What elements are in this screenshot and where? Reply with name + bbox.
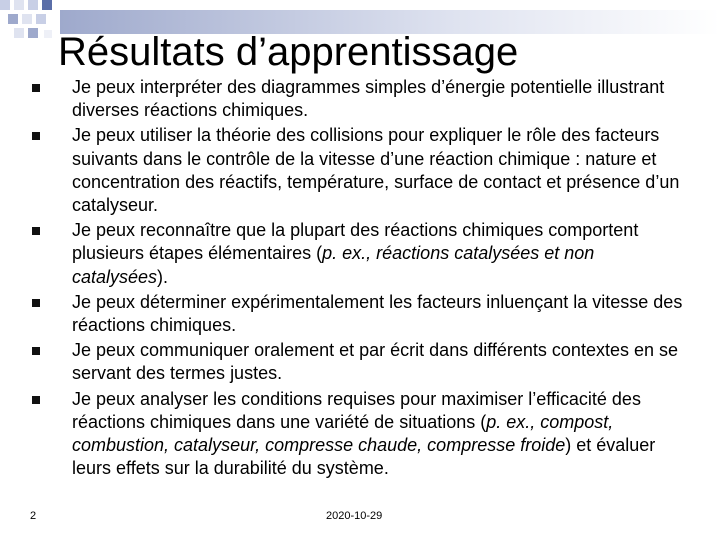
square-bullet-icon <box>32 132 40 140</box>
bullet-text: Je peux analyser les conditions requises pour maximiser l’efficacité des réactions chimiques dans une variété de situations ( <box>72 388 641 432</box>
bullet-text: Je peux reconnaître que la plupart des réactions chimiques comportent plusieurs étapes élémentaires ( <box>72 220 639 264</box>
deco-square <box>42 0 52 10</box>
deco-square <box>44 30 52 38</box>
deco-square <box>22 14 32 24</box>
square-bullet-icon <box>32 227 40 235</box>
deco-square <box>28 28 38 38</box>
square-bullet-icon <box>32 84 40 92</box>
bullet-item <box>24 124 684 217</box>
square-bullet-icon <box>32 347 40 355</box>
bullet-italic-text: p. ex., compost, combustion, catalyseur, compresse chaude, compresse froide <box>72 411 614 456</box>
deco-square <box>28 0 38 10</box>
bullet-italic-text: p. ex., réactions catalysées et non catalysées <box>72 243 595 287</box>
bullet-item <box>24 219 684 289</box>
square-bullet-icon <box>32 396 40 404</box>
deco-square <box>0 0 10 10</box>
deco-square <box>36 14 46 24</box>
bullet-item <box>24 388 684 481</box>
bullet-text: Je peux utiliser la théorie des collisions pour expliquer le rôle des facteurs suivants dans le contrôle de la vitesse d’une réaction chimique : nature et concentration des réactifs, température, surface de contact et présence d’un catalyseur. <box>72 125 680 216</box>
bullet-text: ) et évaluer leurs effets sur la durabilité du système. <box>72 435 656 479</box>
page-number: 2 <box>30 510 37 522</box>
deco-square <box>14 0 24 10</box>
bullet-list <box>24 76 684 482</box>
bullet-item <box>24 339 684 385</box>
bullet-text: Je peux interpréter des diagrammes simples d’énergie potentielle illustrant diverses réactions chimiques. <box>72 77 665 121</box>
slide-date: 2020-10-29 <box>326 510 383 522</box>
bullet-text: ). <box>157 266 169 287</box>
bullet-item <box>24 76 684 122</box>
deco-square <box>14 28 24 38</box>
bullet-text: Je peux déterminer expérimentalement les facteurs inluençant la vitesse des réactions chimiques. <box>72 291 683 336</box>
bullet-text: Je peux communiquer oralement et par écrit dans différents contextes en se servant des termes justes. <box>72 340 678 384</box>
slide-title: Résultats d’apprentissage <box>58 30 519 74</box>
bullet-item <box>24 291 684 337</box>
deco-square <box>8 14 18 24</box>
square-bullet-icon <box>32 299 40 307</box>
